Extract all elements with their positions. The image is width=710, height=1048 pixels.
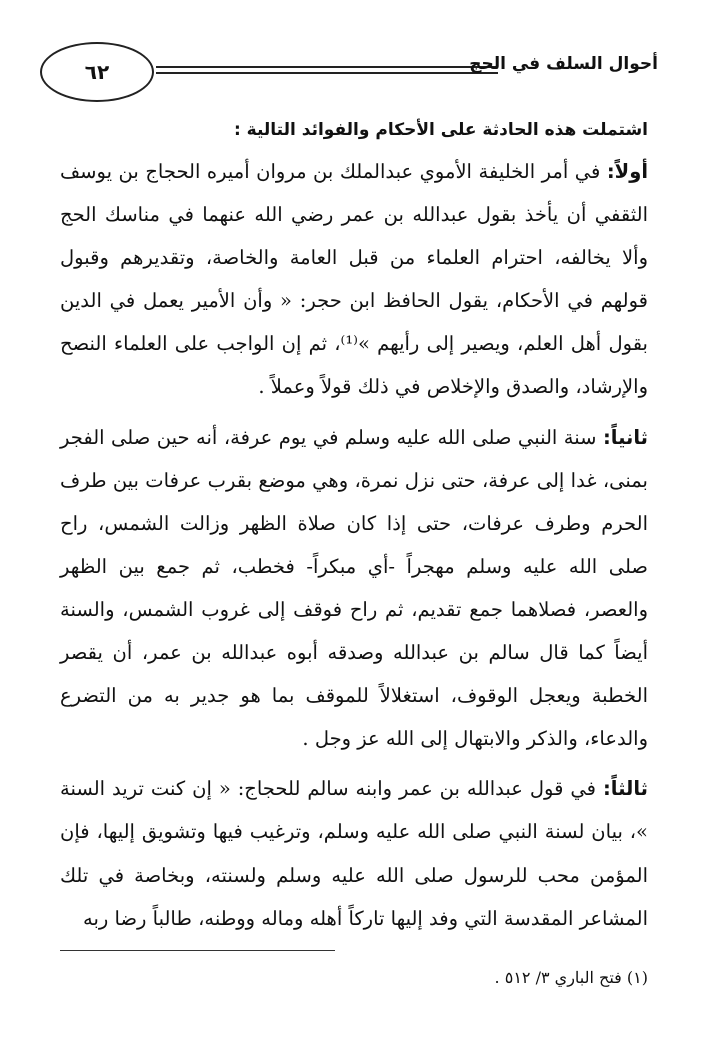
- page-number: ٦٢: [40, 42, 154, 102]
- paragraph-second: [60, 416, 648, 761]
- paragraph-text-first: في أمر الخليفة الأموي عبدالملك بن مروان أميره الحجاج بن يوسف الثقفي أن يأخذ بقول عبدالله بن عمر رضي الله عنهما في مناسك الحج وألا يخالفه، احترام العلماء من قبل العامة والخاصة، وتقديرهم وقبول قولهم في الأحكام، يقول الحافظ ابن حجر: « وأن الأمير يعمل في الدين بقول أهل العلم، ويصير إلى رأيهم »⁽¹⁾، ثم إن الواجب على العلماء النصح والإرشاد، والصدق والإخلاص في ذلك قولاً وعملاً .: [60, 160, 648, 399]
- paragraph-text-third: في قول عبدالله بن عمر وابنه سالم للحجاج: « إن كنت تريد السنة »، بيان لسنة النبي صلى الله عليه وسلم، وترغيب فيها وتشويق إليها، فإن المؤمن محب للرسول صلى الله عليه وسلم ولسنته، وبخاصة في تلك المشاعر المقدسة التي وفد إليها تاركاً أهله وماله ووطنه، طالباً رضا ربه: [60, 777, 648, 930]
- paragraph-lead-second: ثانياً:: [602, 425, 648, 449]
- paragraph-first: [60, 150, 648, 409]
- running-title: أحوال السلف في الحج: [469, 54, 658, 74]
- section-heading: اشتملت هذه الحادثة على الأحكام والفوائد التالية :: [233, 120, 648, 140]
- paragraph-third: [60, 767, 648, 939]
- paragraph-text-second: سنة النبي صلى الله عليه وسلم في يوم عرفة، أنه حين صلى الفجر بمنى، غدا إلى عرفة، حتى نزل نمرة، وهي موضع بقرب عرفات بين طرف الحرم وطرف عرفات، حتى إذا كان صلاة الظهر وزالت الشمس، راح صلى الله عليه وسلم مهجراً -أي مبكراً- فخطب، ثم جمع بين الظهر والعصر، فصلاهما جمع تقديم، ثم راح فوقف إلى غروب الشمس، والسنة أيضاً كما قال سالم بن عبدالله وصدقه أبوه عبدالله بن عمر، أن يقصر الخطبة ويعجل الوقوف، استغلالاً للموقف بما هو جدير به من التضرع والدعاء، والذكر والابتهال إلى الله عز وجل .: [60, 425, 648, 751]
- body-text: [60, 150, 648, 940]
- paragraph-lead-third: ثالثاً:: [602, 777, 648, 801]
- footnote-rule: [60, 950, 335, 951]
- paragraph-lead-first: أولاً:: [606, 160, 648, 183]
- header-rule-top: [156, 66, 498, 68]
- footnote: (١) فتح الباري ٣/ ٥١٢ .: [494, 968, 648, 987]
- page-header: [40, 42, 658, 104]
- header-rule-bottom: [156, 72, 498, 74]
